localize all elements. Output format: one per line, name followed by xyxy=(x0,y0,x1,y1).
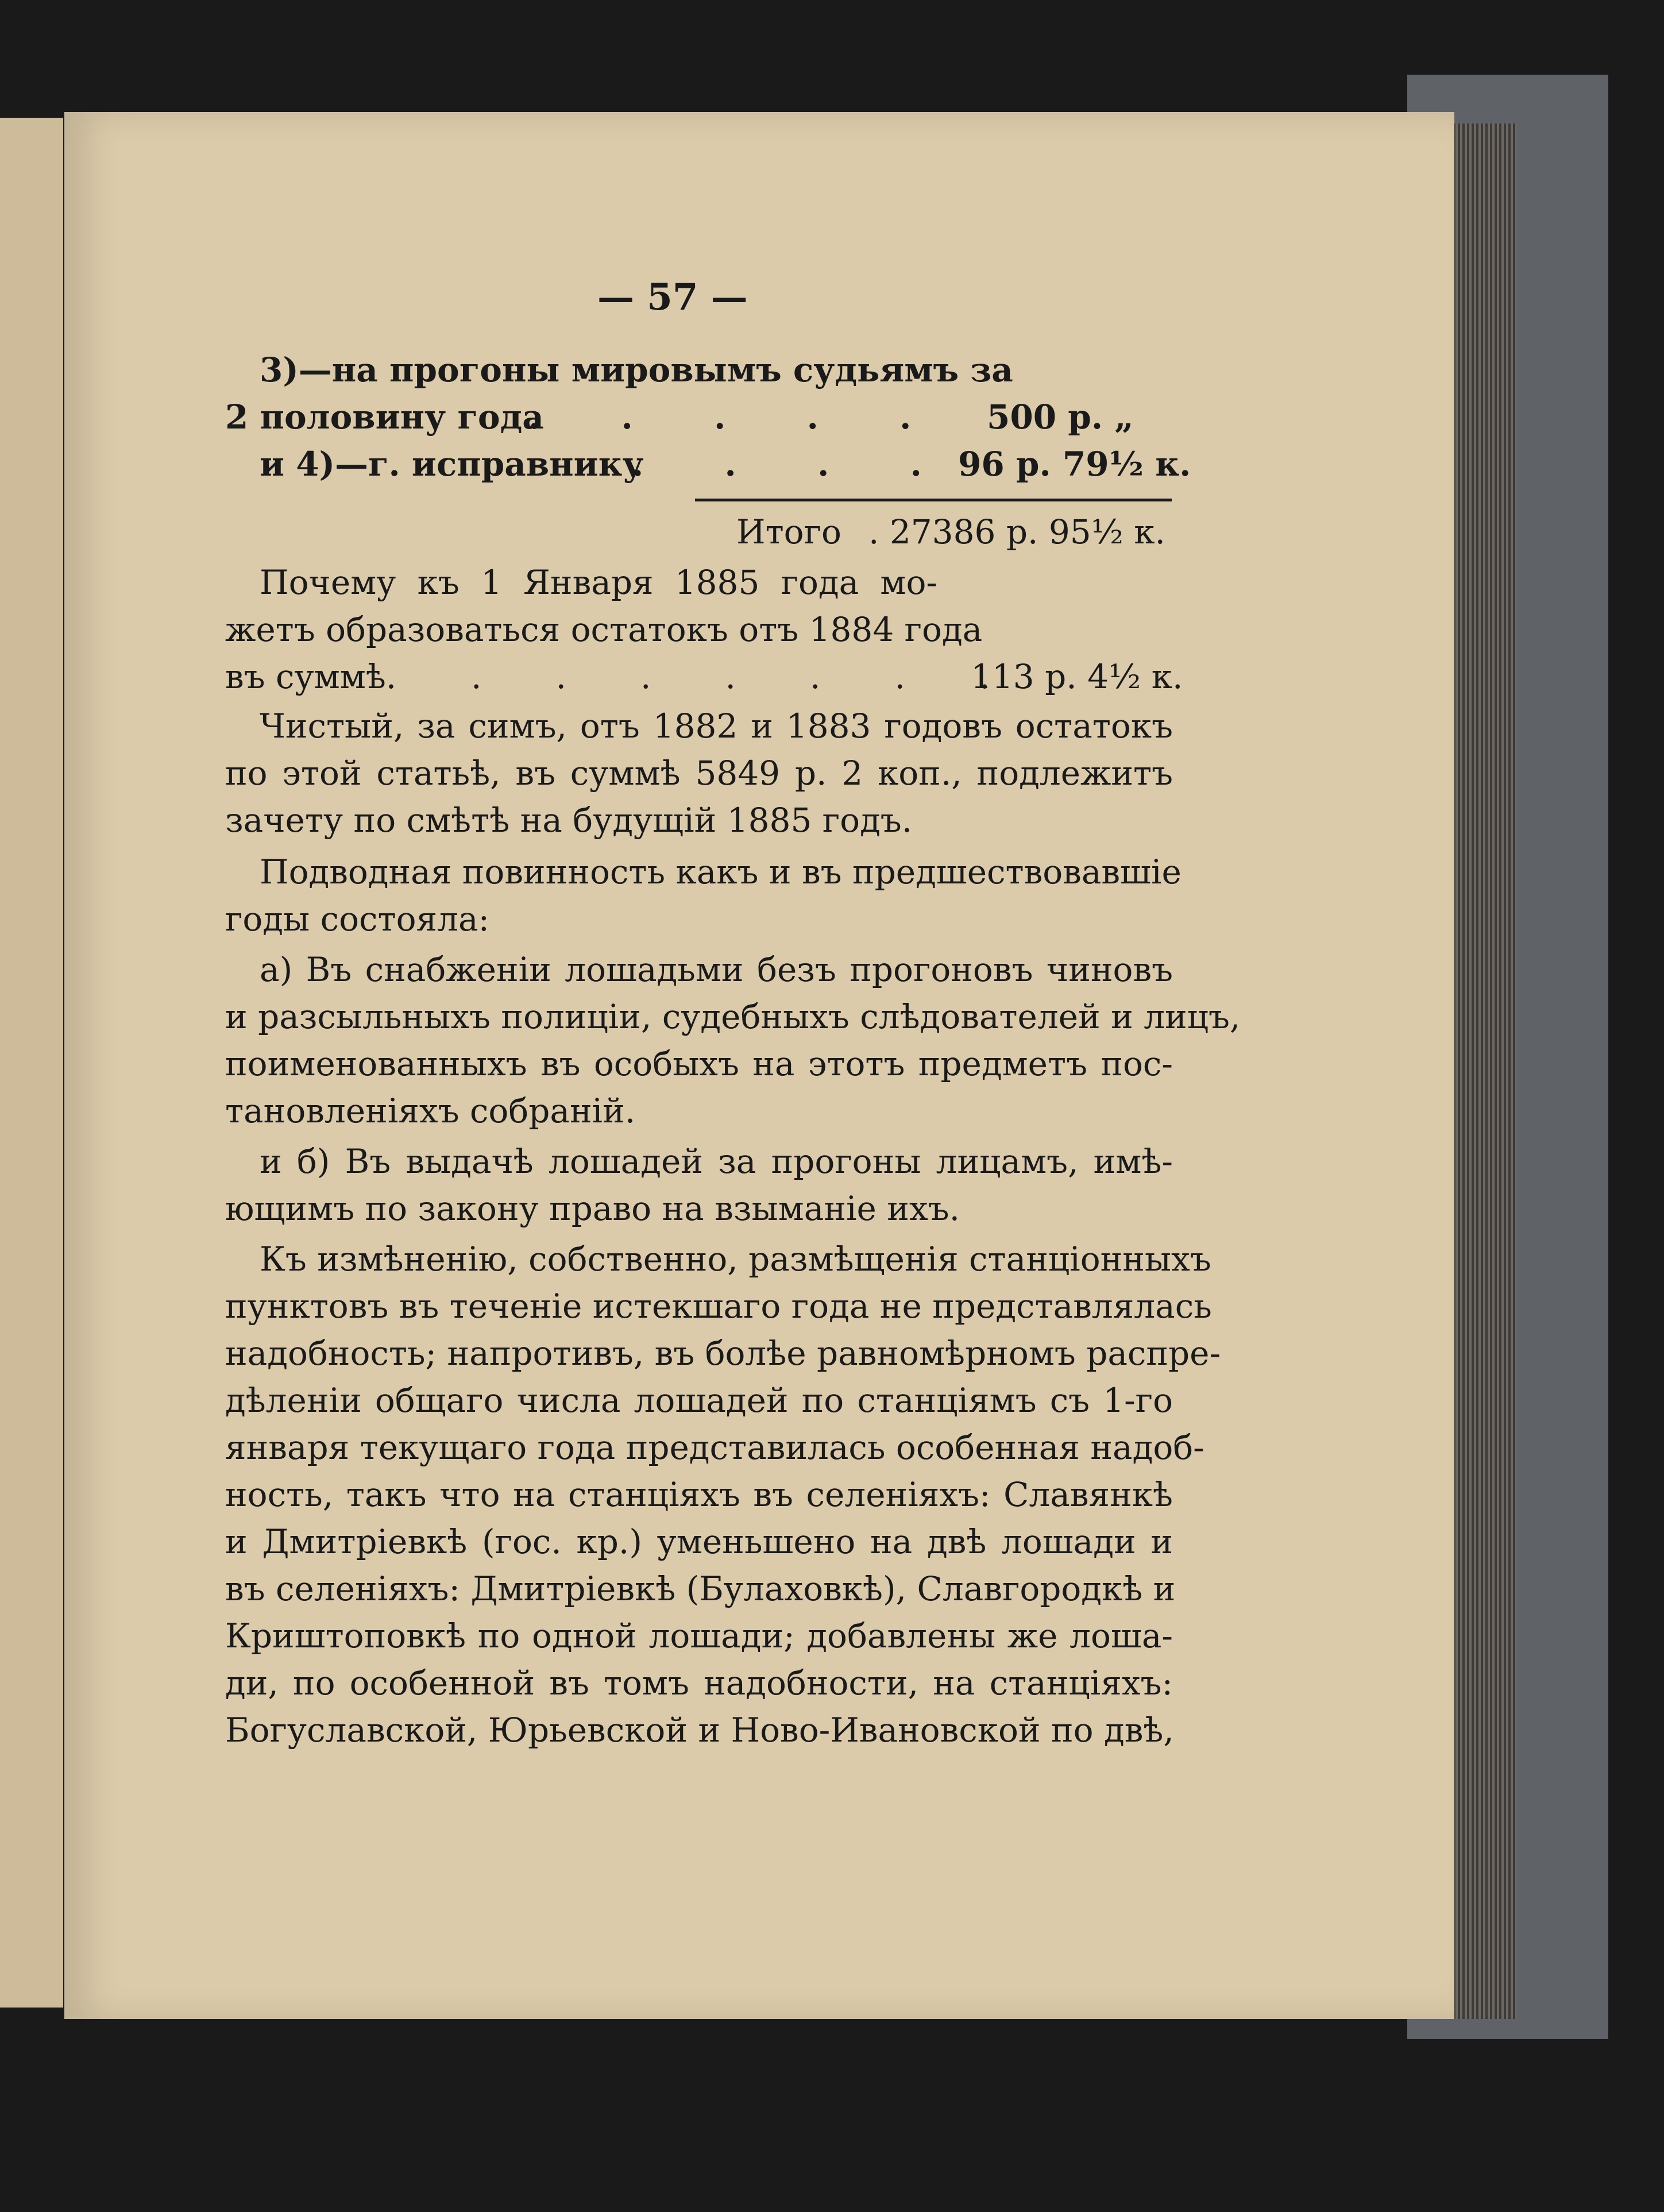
page-number: — 57 — xyxy=(597,276,748,319)
left-page-edge xyxy=(0,118,63,2008)
p6-line5: января текущаго года представилась особенная надоб- xyxy=(225,1428,1204,1467)
dot-leader: . . . . xyxy=(632,445,922,484)
p3-line2: годы состояла: xyxy=(225,900,490,939)
page-block-edges xyxy=(1453,123,1516,2019)
p6-line2: пунктовъ въ теченіе истекшаго года не представлялась xyxy=(225,1287,1212,1326)
p6-line8: въ селеніяхъ: Дмитріевкѣ (Булаховкѣ), Славгородкѣ и xyxy=(225,1569,1176,1608)
p5-line2: ющимъ по закону право на взыманіе ихъ. xyxy=(225,1189,960,1228)
item3b-amount: 500 р. „ xyxy=(987,397,1134,437)
p2-line3: зачету по смѣтѣ на будущій 1885 годъ. xyxy=(225,801,913,840)
dot-leader: . . . . . . . xyxy=(471,657,990,696)
p2-line2: по этой статьѣ, въ суммѣ 5849 р. 2 коп., подлежитъ xyxy=(225,754,1173,793)
p4-line3: поименованныхъ въ особыхъ на этотъ предметъ пос- xyxy=(225,1044,1173,1083)
p6-line3: надобность; напротивъ, въ болѣе равномѣрномъ распре- xyxy=(225,1334,1221,1373)
p1-line1: Почему къ 1 Января 1885 года мо- xyxy=(260,563,937,602)
p6-line6: ность, такъ что на станціяхъ въ селеніяхъ: Славянкѣ xyxy=(225,1475,1173,1514)
p2-line1: Чистый, за симъ, отъ 1882 и 1883 годовъ остатокъ xyxy=(260,707,1173,746)
total-label: Итого xyxy=(736,512,841,551)
p6-line7: и Дмитріевкѣ (гос. кр.) уменьшено на двѣ лошади и xyxy=(225,1522,1173,1561)
item3-line: 3)—на прогоны мировымъ судьямъ за xyxy=(260,350,1013,389)
item3b-line: 2 половину года xyxy=(225,397,544,437)
p6-line9: Криштоповкѣ по одной лошади; добавлены же лоша- xyxy=(225,1616,1173,1655)
p6-line1: Къ измѣненію, собственно, размѣщенія станціонныхъ xyxy=(260,1240,1211,1279)
p6-line10: ди, по особенной въ томъ надобности, на станціяхъ: xyxy=(225,1663,1173,1703)
item4-line: и 4)—г. исправнику xyxy=(260,445,644,484)
p1-amount: 113 р. 4½ к. xyxy=(971,657,1183,696)
p5-line1: и б) Въ выдачѣ лошадей за прогоны лицамъ, имѣ- xyxy=(260,1142,1173,1181)
p4-line1: а) Въ снабженіи лошадьми безъ прогоновъ чиновъ xyxy=(260,950,1173,989)
p6-line4: дѣленіи общаго числа лошадей по станціямъ съ 1-го xyxy=(225,1381,1173,1420)
p4-line2: и разсыльныхъ полиціи, судебныхъ слѣдователей и лицъ, xyxy=(225,997,1241,1036)
p1-line3: въ суммѣ. xyxy=(225,657,397,696)
total-amount: . 27386 р. 95½ к. xyxy=(868,512,1165,551)
dot-leader: . . . . . xyxy=(528,397,912,437)
p3-line1: Подводная повинность какъ и въ предшествовавшіе xyxy=(260,852,1182,891)
item4-amount: 96 р. 79½ к. xyxy=(958,445,1191,484)
p4-line4: тановленіяхъ собраній. xyxy=(225,1091,636,1130)
p1-line2: жетъ образоваться остатокъ отъ 1884 года xyxy=(225,610,983,649)
p6-line11: Богуславской, Юрьевской и Ново-Ивановской по двѣ, xyxy=(225,1711,1174,1750)
total-rule xyxy=(695,499,1172,501)
